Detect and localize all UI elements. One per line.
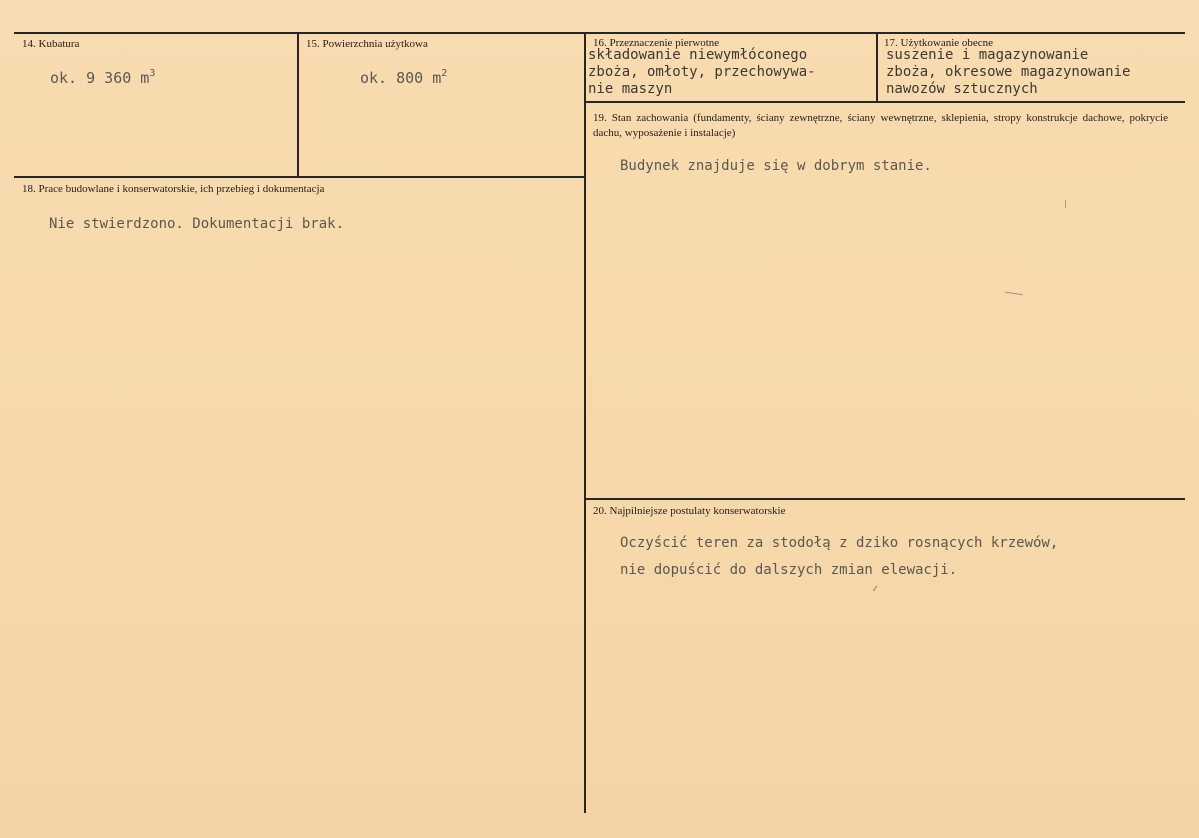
field-15-label: 15. Powierzchnia użytkowa — [306, 38, 428, 50]
top-rule — [14, 32, 1185, 34]
divider-f16-f17 — [876, 33, 878, 101]
rule-below-f16-f17 — [585, 101, 1185, 103]
field-14-value — [50, 70, 155, 87]
field-18-label: 18. Prace budowlane i konserwatorskie, ich przebieg i dokumentacja — [22, 183, 325, 195]
stray-mark-3 — [1065, 200, 1066, 208]
field-17-line-1: suszenie i magazynowanie — [886, 47, 1089, 63]
field-19-value: Budynek znajduje się w dobrym stanie. — [620, 158, 932, 174]
rule-above-f20 — [585, 498, 1185, 500]
field-14-text: ok. 9 360 m — [50, 69, 150, 87]
field-14-exponent: 3 — [149, 68, 156, 79]
field-20-line-2: nie dopuścić do dalszych zmian elewacji. — [620, 562, 958, 578]
field-18-value: Nie stwierdzono. Dokumentacji brak. — [49, 216, 345, 232]
divider-f14-f15 — [297, 33, 299, 176]
field-15-value — [360, 70, 447, 87]
field-20-line-1: Oczyścić teren za stodołą z dziko rosnących krzewów, — [620, 535, 1059, 551]
field-17-line-2: zboża, okresowe magazynowanie — [886, 64, 1131, 80]
stray-mark-2 — [873, 586, 877, 591]
field-16-label: 16. Przeznaczenie pierwotne — [593, 37, 720, 49]
field-15-exponent: 2 — [441, 68, 448, 79]
field-14-label: 14. Kubatura — [22, 38, 80, 50]
field-16-line-3: nie maszyn — [588, 81, 673, 97]
rule-below-row1-left — [14, 176, 585, 178]
field-17-label: 17. Użytkowanie obecne — [884, 37, 994, 49]
field-19-label: 19. Stan zachowania (fundamenty, ściany zewnętrzne, ściany wewnętrzne, sklepienia, stropy konstrukcje dachowe, pokrycie dachu, wyposażenie i instalacje) — [593, 112, 1168, 139]
field-16-line-1: składowanie niewymłóconego — [588, 47, 808, 63]
field-17-line-3: nawozów sztucznych — [886, 81, 1038, 97]
field-15-text: ok. 800 m — [360, 69, 442, 87]
field-20-label: 20. Najpilniejsze postulaty konserwatorskie — [593, 505, 786, 517]
main-vertical-divider — [584, 33, 586, 813]
field-16-line-2: zboża, omłoty, przechowywa- — [588, 64, 816, 80]
stray-mark-1 — [1005, 292, 1023, 295]
